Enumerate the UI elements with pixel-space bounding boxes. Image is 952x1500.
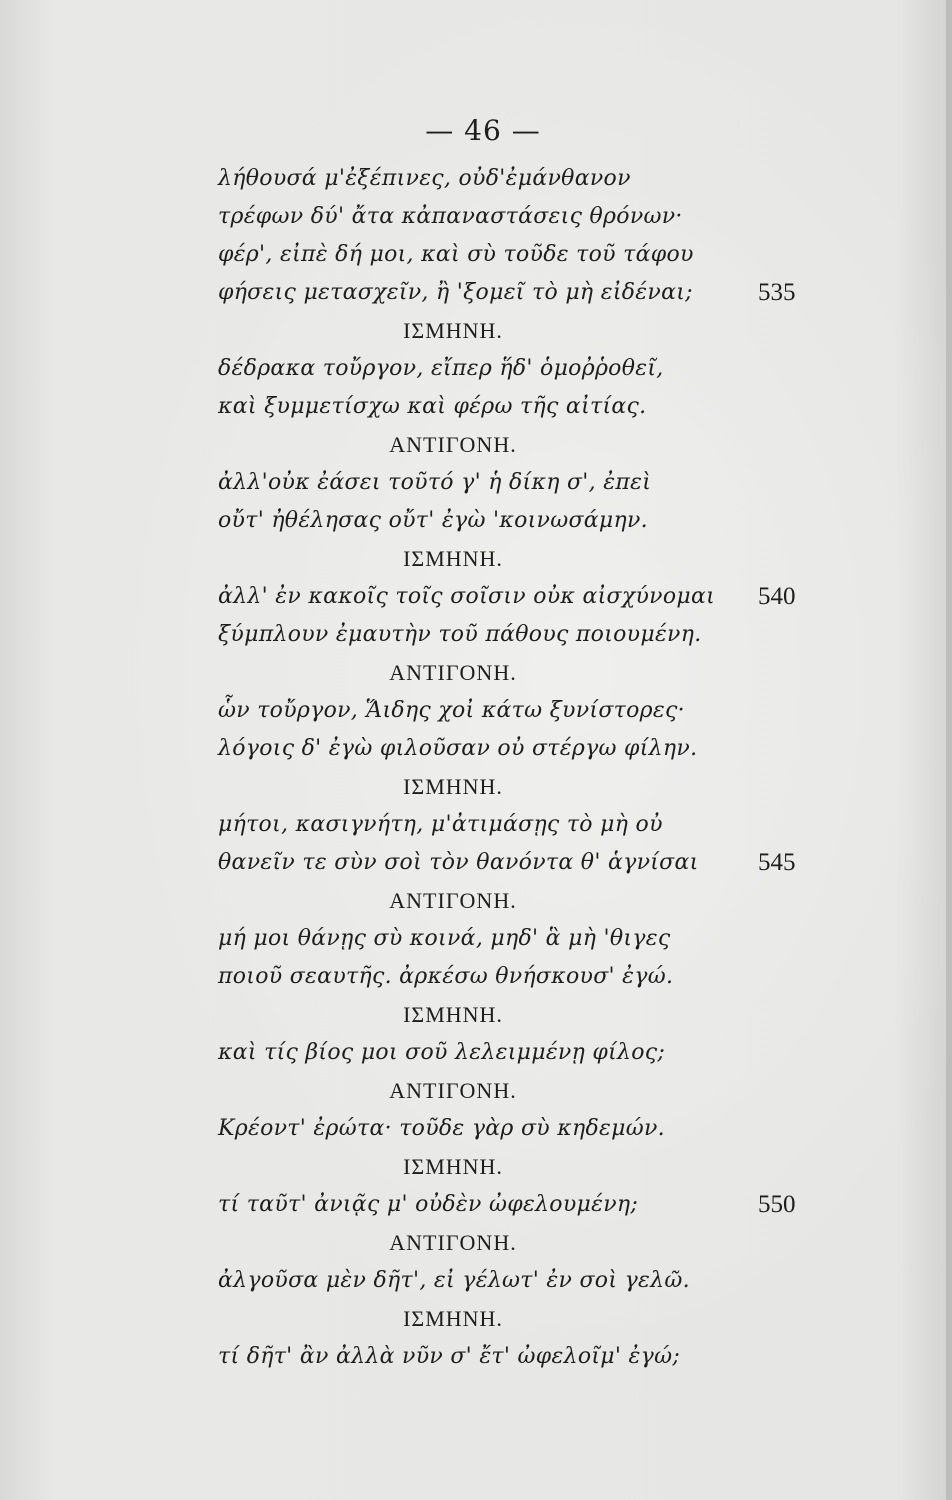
verse-line: καὶ ξυμμετίσχω καὶ φέρω τῆς αἰτίας.	[218, 394, 647, 419]
text-line	[218, 996, 818, 1034]
verse-line: Κρέοντ' ἐρώτα· τοῦδε γὰρ σὺ κηδεμών.	[218, 1116, 665, 1141]
text-line	[218, 692, 818, 730]
verse-line: λήθουσά μ'ἐξέπινες, οὐδ'ἐμάνθανον	[218, 166, 631, 191]
verse-line: τί ταῦτ' ἀνιᾷς μ' οὐδὲν ὠφελουμένη;	[218, 1192, 639, 1217]
text-line	[218, 1034, 818, 1072]
text-line	[218, 236, 818, 274]
speaker-name: ΑΝΤΙΓΟΝΗ.	[389, 1230, 517, 1255]
play-text	[218, 160, 818, 1376]
speaker-name: ΙΣΜΗΝΗ.	[403, 1002, 503, 1027]
speaker-name: ΑΝΤΙΓΟΝΗ.	[389, 1078, 517, 1103]
text-line	[218, 502, 818, 540]
text-line	[218, 160, 818, 198]
text-line	[218, 540, 818, 578]
speaker-name: ΑΝΤΙΓΟΝΗ.	[389, 432, 517, 457]
text-line	[218, 730, 818, 768]
verse-line: ποιοῦ σεαυτῆς. ἀρκέσω θνήσκουσ' ἐγώ.	[218, 964, 674, 989]
speaker-name: ΙΣΜΗΝΗ.	[403, 1306, 503, 1331]
speaker-name: ΙΣΜΗΝΗ.	[403, 1154, 503, 1179]
text-line	[218, 844, 818, 882]
text-line	[218, 654, 818, 692]
verse-line: ἀλγοῦσα μὲν δῆτ', εἰ γέλωτ' ἐν σοὶ γελῶ.	[218, 1268, 690, 1293]
verse-line: θανεῖν τε σὺν σοὶ τὸν θανόντα θ' ἁγνίσαι	[218, 850, 699, 875]
text-line	[218, 920, 818, 958]
speaker-name: ΙΣΜΗΝΗ.	[403, 774, 503, 799]
text-line	[218, 1338, 818, 1376]
text-line	[218, 806, 818, 844]
page-number: — 46 —	[425, 114, 541, 147]
verse-line: φέρ', εἰπὲ δή μοι, καὶ σὺ τοῦδε τοῦ τάφου	[218, 242, 694, 267]
verse-line: ὧν τοὔργον, Ἅιδης χοἰ κάτω ξυνίστορες·	[218, 698, 685, 723]
text-line	[218, 1110, 818, 1148]
text-line	[218, 1262, 818, 1300]
speaker-name: ΑΝΤΙΓΟΝΗ.	[389, 888, 517, 913]
text-line	[218, 1186, 818, 1224]
speaker-name: ΙΣΜΗΝΗ.	[403, 318, 503, 343]
verse-line: μήτοι, κασιγνήτη, μ'ἀτιμάσῃς τὸ μὴ οὐ	[218, 812, 663, 837]
text-line	[218, 350, 818, 388]
text-line	[218, 578, 818, 616]
line-number: 550	[758, 1191, 796, 1218]
text-line	[218, 768, 818, 806]
text-line	[218, 958, 818, 996]
text-line	[218, 274, 818, 312]
text-line	[218, 388, 818, 426]
line-number: 540	[758, 583, 796, 610]
verse-line: ἀλλ' ἐν κακοῖς τοῖς σοῖσιν οὐκ αἰσχύνομαι	[218, 584, 716, 609]
line-number: 545	[758, 849, 796, 876]
verse-line: δέδρακα τοὔργον, εἴπερ ἥδ' ὁμοῤῥοθεῖ,	[218, 356, 664, 381]
text-line	[218, 1300, 818, 1338]
text-line	[218, 464, 818, 502]
line-number: 535	[758, 279, 796, 306]
verse-line: μή μοι θάνῃς σὺ κοινά, μηδ' ἃ μὴ 'θιγες	[218, 926, 671, 951]
text-line	[218, 426, 818, 464]
text-line	[218, 616, 818, 654]
verse-line: οὔτ' ἠθέλησας οὔτ' ἐγὼ 'κοινωσάμην.	[218, 508, 648, 533]
speaker-name: ΑΝΤΙΓΟΝΗ.	[389, 660, 517, 685]
verse-line: τί δῆτ' ἂν ἀλλὰ νῦν σ' ἔτ' ὠφελοῖμ' ἐγώ;	[218, 1344, 681, 1369]
verse-line: φήσεις μετασχεῖν, ἢ 'ξομεῖ τὸ μὴ εἰδέναι;	[218, 280, 693, 305]
verse-line: λόγοις δ' ἐγὼ φιλοῦσαν οὐ στέργω φίλην.	[218, 736, 698, 761]
text-line	[218, 312, 818, 350]
text-line	[218, 198, 818, 236]
text-line	[218, 1072, 818, 1110]
verse-line: καὶ τίς βίος μοι σοῦ λελειμμένῃ φίλος;	[218, 1040, 666, 1065]
speaker-name: ΙΣΜΗΝΗ.	[403, 546, 503, 571]
page-edge	[946, 0, 952, 1500]
verse-line: τρέφων δύ' ἄτα κἀπαναστάσεις θρόνων·	[218, 204, 683, 229]
verse-line: ἀλλ'οὐκ ἐάσει τοῦτό γ' ἡ δίκη σ', ἐπεὶ	[218, 470, 652, 495]
text-line	[218, 1224, 818, 1262]
text-line	[218, 1148, 818, 1186]
verse-line: ξύμπλουν ἐμαυτὴν τοῦ πάθους ποιουμένη.	[218, 622, 702, 647]
text-line	[218, 882, 818, 920]
